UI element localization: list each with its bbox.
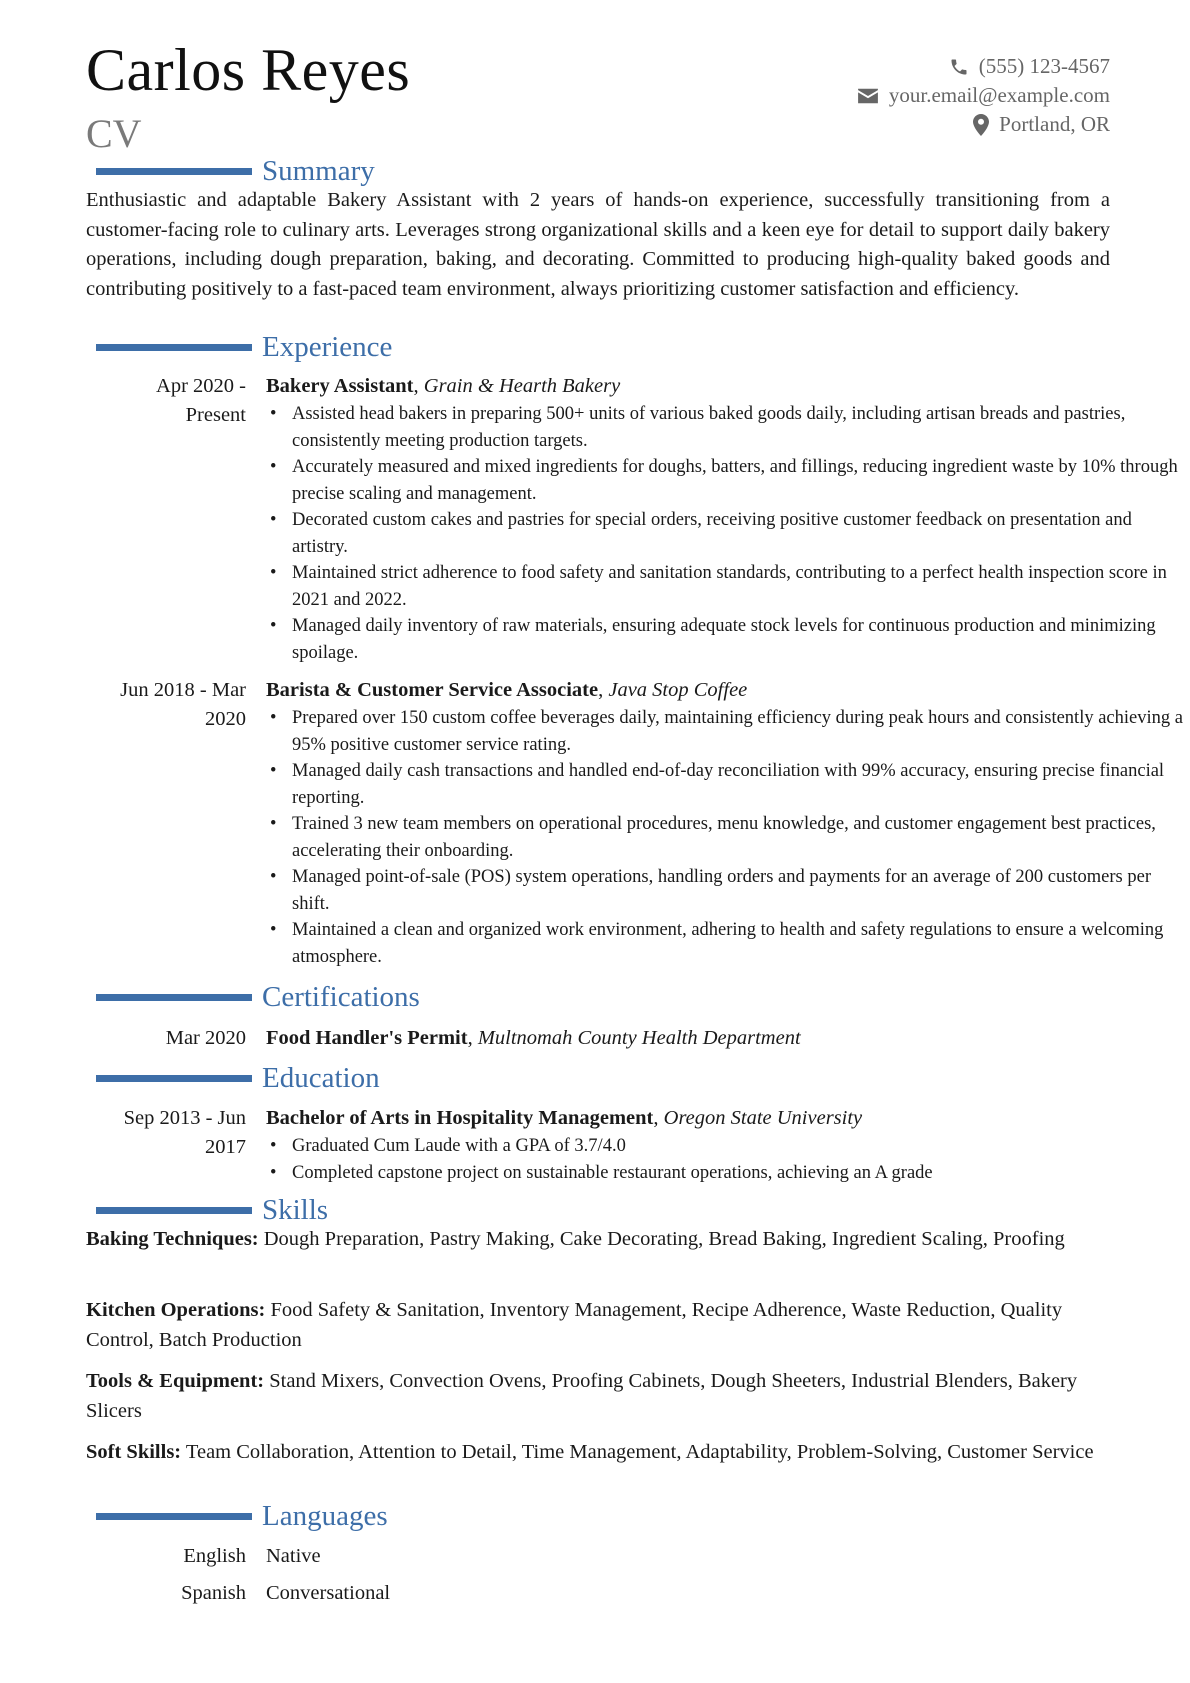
section-bar <box>96 1513 252 1520</box>
entry-body <box>266 676 1186 970</box>
bullet-item: • Managed point-of-sale (POS) system operations, handling orders and payments for an average of 200 customers per shift. <box>266 864 1186 917</box>
entry-title: Food Handler's Permit, Multnomah County Health Department <box>266 1027 801 1049</box>
bullet-item: • Assisted head bakers in preparing 500+ units of various baked goods daily, including artisan breads and pastries, consistently meeting production targets. <box>266 401 1186 454</box>
section-bar <box>96 168 252 175</box>
section-skills-header <box>96 1193 328 1227</box>
employer: Java Stop Coffee <box>608 679 748 701</box>
contact-phone <box>857 52 1110 81</box>
entry-date <box>86 372 246 430</box>
bullet-list <box>266 1133 1186 1186</box>
entry-title: Bakery Assistant, Grain & Hearth Bakery <box>266 375 621 397</box>
entry-body <box>266 1104 1186 1186</box>
skill-label: Kitchen Operations: <box>86 1299 266 1321</box>
job-role: Barista & Customer Service Associate <box>266 679 599 701</box>
entry-body <box>266 1024 1186 1053</box>
date-end: 2017 <box>205 1136 246 1158</box>
section-title: Experience <box>262 330 393 363</box>
bullet-item: • Managed daily inventory of raw materials, ensuring adequate stock levels for continuous production and minimizing spoilage. <box>266 613 1186 666</box>
email-link[interactable]: your.email@example.com <box>888 83 1110 107</box>
skill-list: Stand Mixers, Convection Ovens, Proofing Cabinets, Dough Sheeters, Industrial Blenders, Bakery Slicers <box>86 1370 1078 1422</box>
bullet-list <box>266 401 1186 666</box>
section-experience-header <box>96 330 392 364</box>
skill-list: Food Safety & Sanitation, Inventory Management, Recipe Adherence, Waste Reduction, Quality Control, Batch Production <box>86 1299 1063 1351</box>
bullet-item: • Managed daily cash transactions and handled end-of-day reconciliation with 99% accuracy, ensuring precise financial reporting. <box>266 758 1186 811</box>
skill-group <box>86 1296 1110 1355</box>
date-end: Present <box>185 404 246 426</box>
bullet-item: • Completed capstone project on sustainable restaurant operations, achieving an A grade <box>266 1160 1186 1187</box>
candidate-name: Carlos Reyes <box>86 37 411 103</box>
language-level: Conversational <box>266 1582 391 1604</box>
entry-title: Barista & Customer Service Associate, Java Stop Coffee <box>266 679 748 701</box>
bullet-list <box>266 705 1186 970</box>
contact-location <box>857 110 1110 139</box>
skill-group <box>86 1225 1110 1255</box>
document-subtitle: CV <box>86 111 142 156</box>
section-title: Languages <box>262 1499 388 1532</box>
section-languages-header <box>96 1499 388 1533</box>
bullet-item: • Trained 3 new team members on operational procedures, menu knowledge, and customer engagement best practices, accelerating their onboarding. <box>266 811 1186 864</box>
language-name: English <box>183 1545 246 1567</box>
skill-group <box>86 1367 1110 1426</box>
section-certifications-header <box>96 980 420 1014</box>
envelope-icon <box>857 87 879 105</box>
entry-date <box>86 1104 246 1162</box>
issuer: Multnomah County Health Department <box>477 1027 801 1049</box>
section-education-header <box>96 1061 380 1095</box>
degree: Bachelor of Arts in Hospitality Management <box>266 1107 654 1129</box>
section-bar <box>96 344 252 351</box>
skill-label: Soft Skills: <box>86 1441 182 1463</box>
language-name: Spanish <box>181 1582 246 1604</box>
section-summary-header <box>96 154 375 188</box>
contact-email <box>857 81 1110 110</box>
certification-title: Food Handler's Permit <box>266 1027 468 1049</box>
bullet-item: • Decorated custom cakes and pastries for special orders, receiving positive customer feedback on presentation and artistry. <box>266 507 1186 560</box>
section-title: Skills <box>262 1193 329 1226</box>
skill-label: Tools & Equipment: <box>86 1370 265 1392</box>
map-pin-icon <box>973 114 989 136</box>
section-bar <box>96 994 252 1001</box>
job-role: Bakery Assistant <box>266 375 414 397</box>
section-bar <box>96 1075 252 1082</box>
entry-date <box>86 676 246 734</box>
summary-text: Enthusiastic and adaptable Bakery Assistant with 2 years of hands-on experience, successfully transitioning from a customer-facing role to culinary arts. Leverages strong organizational skills and a keen eye for detail to support daily bakery operations, including dough preparation, baking, and decorating. Committed to producing high-quality baked goods and contributing positively to a fast-paced team environment, always prioritizing customer satisfaction and efficiency. <box>86 189 1110 300</box>
section-title: Education <box>262 1061 380 1094</box>
skill-label: Baking Techniques: <box>86 1228 259 1250</box>
bullet-item: • Maintained a clean and organized work environment, adhering to health and safety regulations to ensure a welcoming atmosphere. <box>266 917 1186 970</box>
institution: Oregon State University <box>663 1107 863 1129</box>
section-bar <box>96 1207 252 1214</box>
skill-list: Dough Preparation, Pastry Making, Cake Decorating, Bread Baking, Ingredient Scaling, Proofing <box>263 1228 1065 1250</box>
bullet-item: • Prepared over 150 custom coffee beverages daily, maintaining efficiency during peak hours and consistently achieving a 95% positive customer service rating. <box>266 705 1186 758</box>
entry-title: Bachelor of Arts in Hospitality Management, Oregon State University <box>266 1107 863 1129</box>
bullet-item: • Graduated Cum Laude with a GPA of 3.7/4.0 <box>266 1133 1186 1160</box>
section-title: Certifications <box>262 980 420 1013</box>
entry-date: Mar 2020 <box>165 1027 246 1049</box>
entry-body <box>266 372 1186 666</box>
skill-group <box>86 1438 1110 1468</box>
language-level: Native <box>266 1545 321 1567</box>
date-start: Sep 2013 - Jun <box>123 1107 246 1129</box>
phone-text[interactable]: (555) 123-4567 <box>978 54 1110 78</box>
employer: Grain & Hearth Bakery <box>423 375 621 397</box>
contact-block <box>857 52 1110 139</box>
date-end: 2020 <box>205 708 246 730</box>
date-start: Jun 2018 - Mar <box>120 679 246 701</box>
location-text: Portland, OR <box>999 112 1110 136</box>
bullet-item: • Accurately measured and mixed ingredients for doughs, batters, and fillings, reducing ingredient waste by 10% through precise scaling and management. <box>266 454 1186 507</box>
date-start: Apr 2020 - <box>156 375 246 397</box>
phone-icon <box>949 57 969 77</box>
section-title: Summary <box>262 154 375 187</box>
skill-list: Team Collaboration, Attention to Detail, Time Management, Adaptability, Problem-Solving, Customer Service <box>185 1441 1094 1463</box>
bullet-item: • Maintained strict adherence to food safety and sanitation standards, contributing to a perfect health inspection score in 2021 and 2022. <box>266 560 1186 613</box>
